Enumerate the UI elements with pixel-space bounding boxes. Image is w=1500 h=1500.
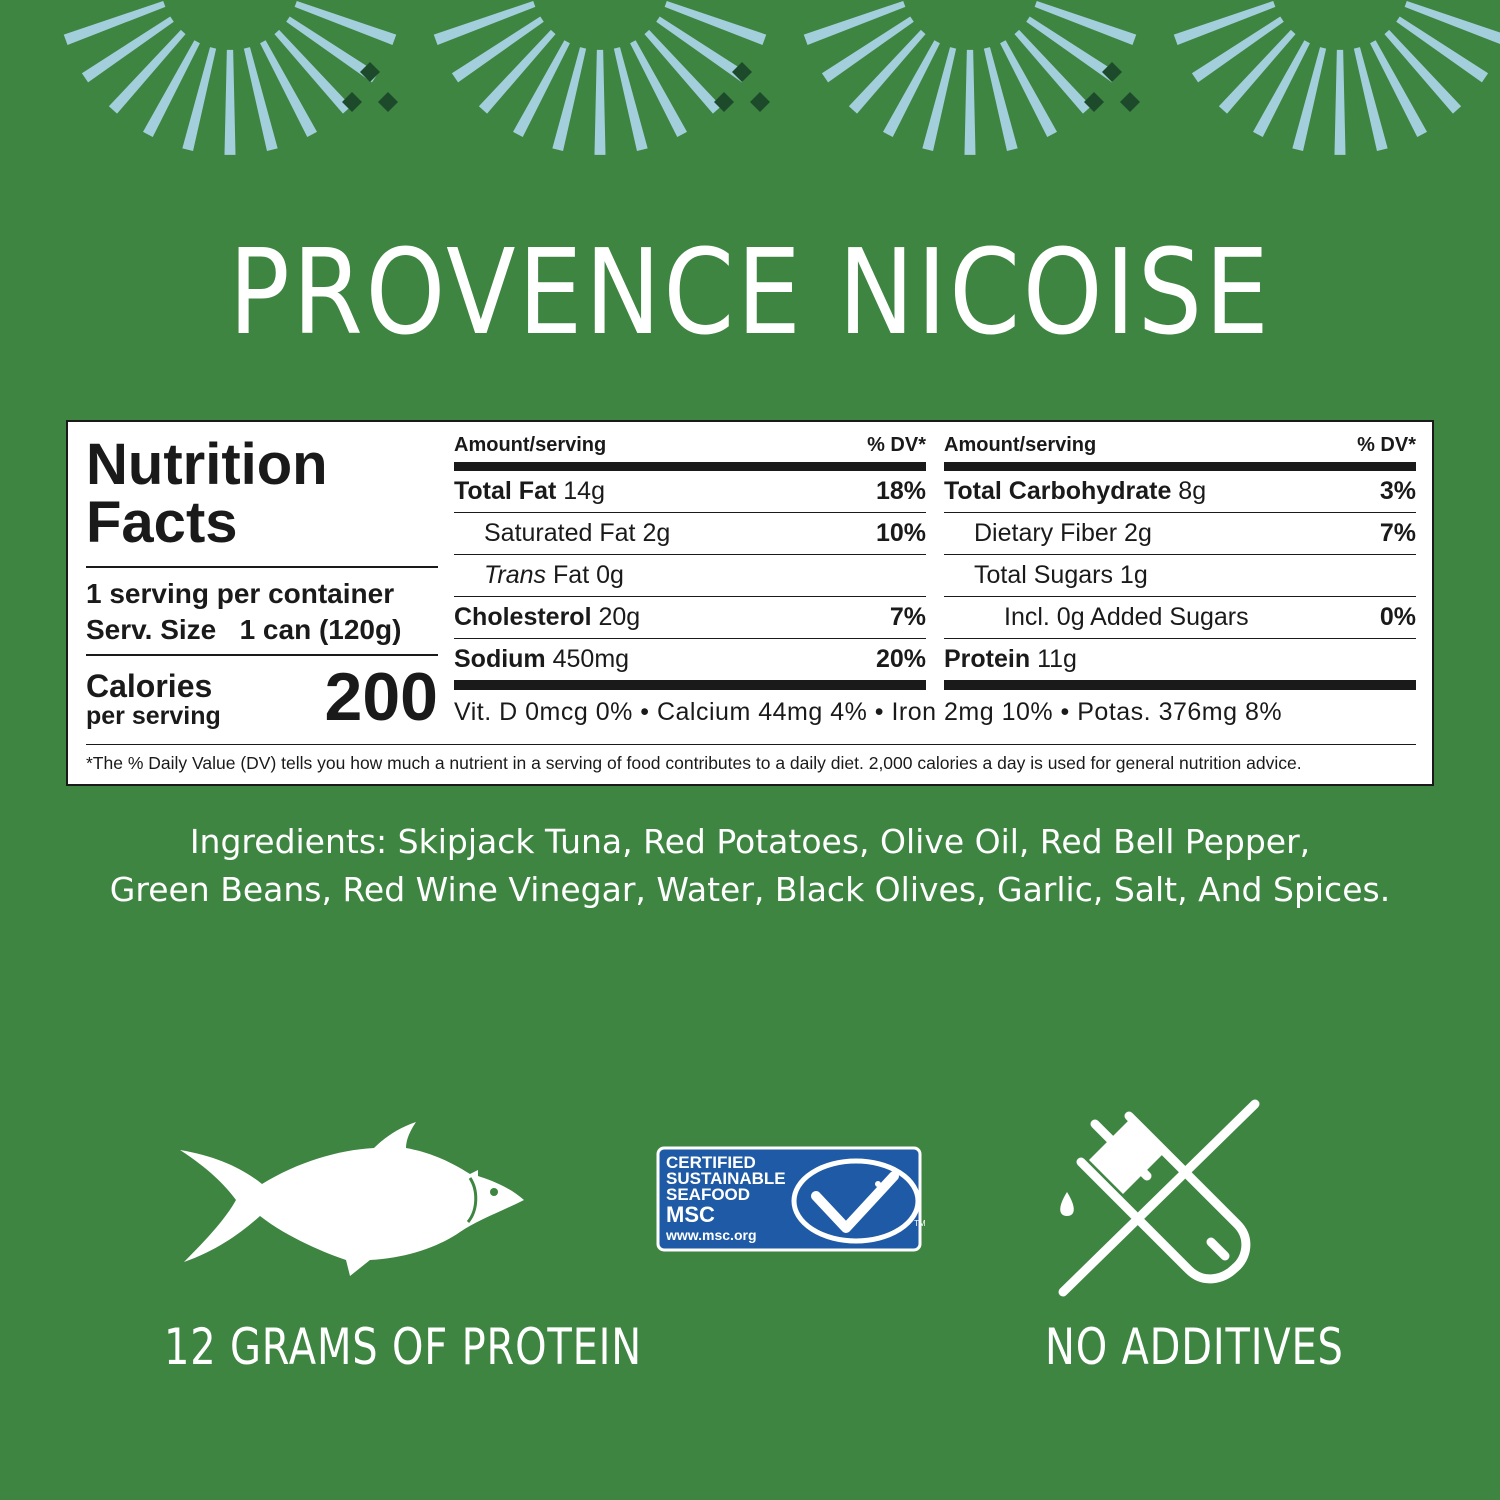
- nutrient-column-left: [454, 434, 926, 690]
- divider: [86, 654, 438, 656]
- protein-caption: 12 GRAMS OF PROTEIN: [164, 1318, 642, 1376]
- daily-value-footnote: *The % Daily Value (DV) tells you how much a nutrient in a serving of food contributes to a daily diet. 2,000 calories a day is used for general nutrition advice.: [86, 744, 1416, 774]
- no-additives-icon: [1055, 1098, 1265, 1298]
- sunburst-ray: [1219, 30, 1296, 114]
- sunburst-ray: [1334, 50, 1345, 155]
- no-additives-caption: NO ADDITIVES: [1045, 1318, 1344, 1376]
- column-header: Amount/serving % DV*: [454, 434, 926, 456]
- svg-text:CERTIFIED: CERTIFIED: [666, 1153, 756, 1172]
- divider: [86, 566, 438, 568]
- thick-rule: [944, 681, 1416, 690]
- sunburst-ray: [109, 30, 186, 114]
- msc-logo: [656, 1146, 932, 1256]
- calories-per-serving: per serving: [86, 702, 221, 730]
- sunburst-ray: [849, 30, 926, 114]
- nutrient-row-dietary-fiber: Dietary Fiber 2g 7%: [944, 513, 1416, 555]
- nutrient-row-trans-fat: Trans Fat 0g: [454, 555, 926, 597]
- svg-text:SEAFOOD: SEAFOOD: [666, 1185, 751, 1204]
- sunburst-ray: [274, 30, 351, 114]
- nutrition-facts-heading: Nutrition Facts: [86, 432, 328, 555]
- nutrient-row-total-fat: Total Fat 14g 18%: [454, 471, 926, 513]
- nutrient-row-saturated-fat: Saturated Fat 2g 10%: [454, 513, 926, 555]
- sunburst-ray: [1405, 1, 1500, 45]
- diamond-ornament: [1120, 92, 1140, 112]
- sunburst-ray: [964, 50, 975, 155]
- nutrient-row-protein: Protein 11g: [944, 639, 1416, 681]
- diamond-ornament: [378, 92, 398, 112]
- calories-value: 200: [324, 659, 438, 735]
- nutrient-column-right: [944, 434, 1416, 690]
- svg-text:TM: TM: [914, 1219, 926, 1228]
- vitamins-minerals-line: Vit. D 0mcg 0% • Calcium 44mg 4% • Iron 2mg 10% • Potas. 376mg 8%: [454, 698, 1283, 726]
- diamond-ornament: [750, 92, 770, 112]
- sunburst-ray: [644, 30, 721, 114]
- sunburst-ray: [224, 50, 235, 155]
- tuna-fish-icon: [178, 1120, 528, 1280]
- svg-text:MSC: MSC: [666, 1202, 715, 1227]
- ingredients-list: Ingredients: Skipjack Tuna, Red Potatoes, Olive Oil, Red Bell Pepper, Green Beans, Red Wine Vinegar, Water, Black Olives, Garlic, Salt, And Spices.: [109, 822, 1391, 909]
- nutrient-row-total-sugars: Total Sugars 1g: [944, 555, 1416, 597]
- servings-per-container: 1 serving per container: [86, 578, 395, 609]
- product-title: PROVENCE NICOISE: [228, 223, 1272, 361]
- sunburst-ray: [479, 30, 556, 114]
- sunburst-ray: [594, 50, 605, 155]
- thick-rule: [944, 462, 1416, 471]
- svg-text:SUSTAINABLE: SUSTAINABLE: [666, 1169, 786, 1188]
- sunburst-ray: [1014, 30, 1091, 114]
- column-header: Amount/serving % DV*: [944, 434, 1416, 456]
- nutrient-row-total-carbohydrate: Total Carbohydrate 8g 3%: [944, 471, 1416, 513]
- nutrient-row-sodium: Sodium 450mg 20%: [454, 639, 926, 681]
- svg-text:www.msc.org: www.msc.org: [666, 1227, 757, 1243]
- nutrition-facts-panel: [66, 420, 1434, 786]
- calories-label: Calories: [86, 668, 213, 704]
- serving-size: Serv. Size 1 can (120g): [86, 614, 402, 645]
- sunburst-ray: [1384, 30, 1461, 114]
- nutrient-row-added-sugars: Incl. 0g Added Sugars 0%: [944, 597, 1416, 639]
- thick-rule: [454, 681, 926, 690]
- nutrient-row-cholesterol: Cholesterol 20g 7%: [454, 597, 926, 639]
- thick-rule: [454, 462, 926, 471]
- decorative-sunburst-pattern: [0, 0, 1500, 170]
